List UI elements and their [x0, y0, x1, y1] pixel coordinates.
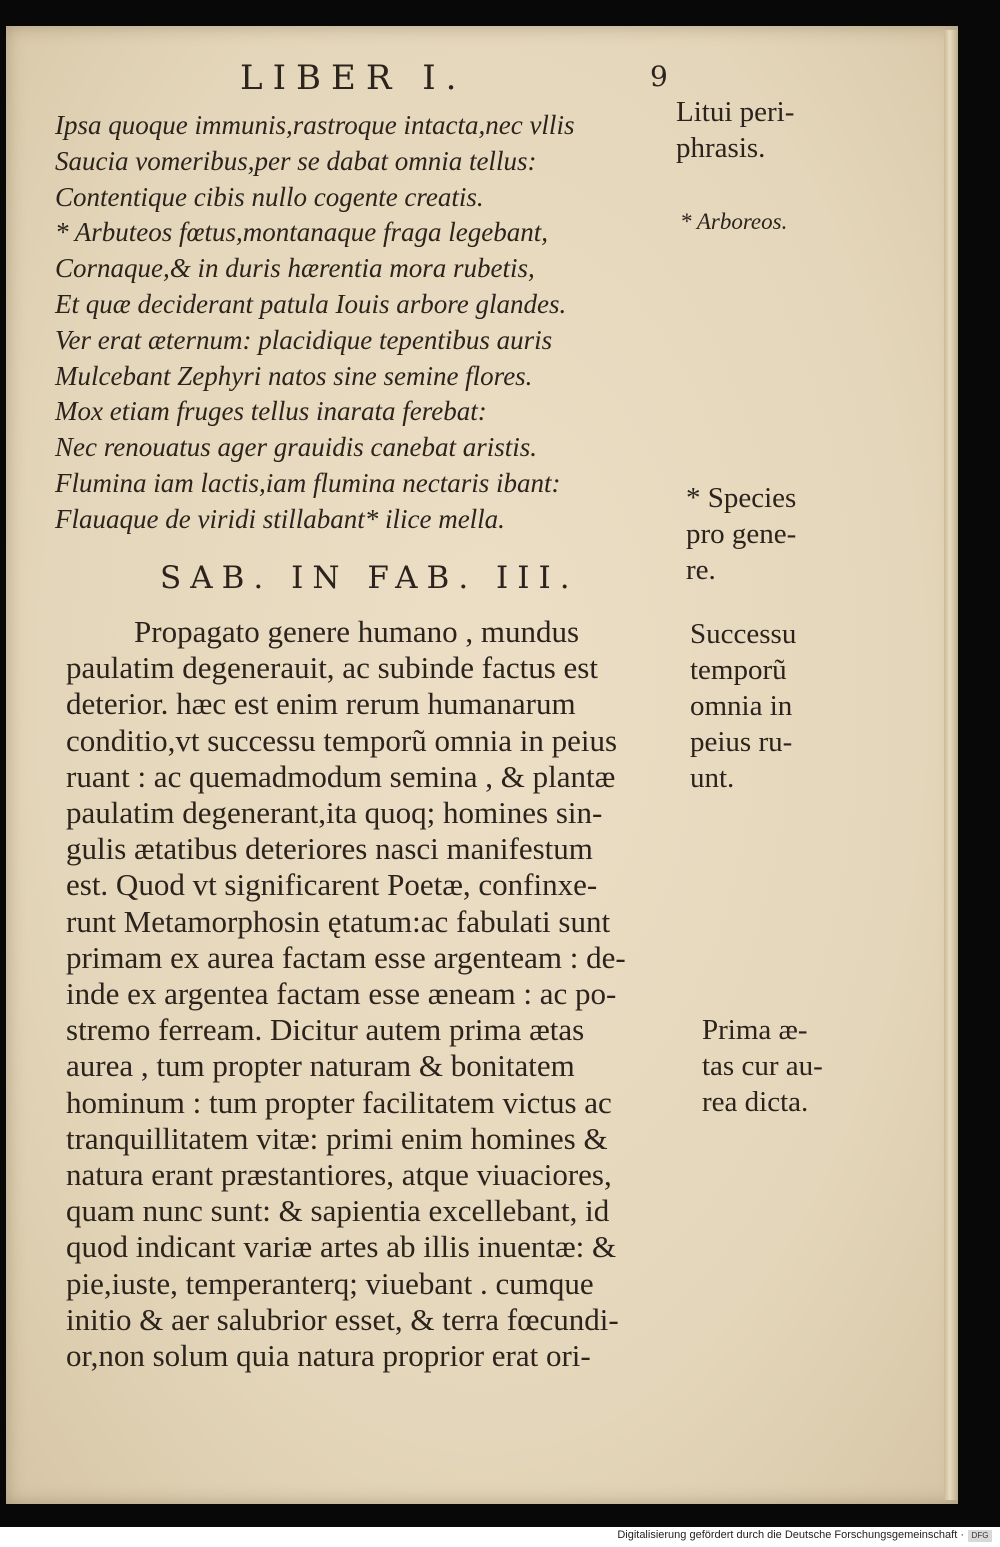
margin-note-line: Successu	[690, 618, 797, 650]
commentary-text	[66, 614, 686, 1374]
body-line: natura erant præstantiores, atque viuaciores,	[66, 1157, 612, 1193]
page-edge	[944, 30, 958, 1500]
body-line: quod indicant variæ artes ab illis inuentæ: &	[66, 1229, 617, 1265]
poem-line: Mox etiam fruges tellus inarata ferebat:	[55, 396, 487, 427]
body-line: or,non solum quia natura proprior erat ori-	[66, 1338, 591, 1374]
margin-note-line: omnia in	[690, 690, 793, 722]
margin-note-line: Litui peri-	[676, 96, 795, 128]
poem-line: Flauaque de viridi stillabant* ilice mella.	[55, 503, 505, 534]
margin-note-arboreos: * Arboreos.	[680, 209, 788, 234]
body-line: aurea , tum propter naturam & bonitatem	[66, 1048, 575, 1084]
poem-line: Cornaque,& in duris hærentia mora rubetis,	[55, 253, 535, 284]
margin-note-prima	[702, 1012, 823, 1120]
body-line: ruant : ac quemadmodum semina , & plantæ	[66, 758, 616, 794]
margin-note-line: temporũ	[690, 654, 787, 686]
margin-note-line: * Species	[686, 482, 797, 514]
margin-note-line: phrasis.	[676, 132, 766, 164]
dfg-logo: DFG	[968, 1530, 992, 1542]
margin-note-line: tas cur au-	[702, 1050, 823, 1082]
body-line: tranquillitatem vitæ: primi enim homines &	[66, 1120, 608, 1156]
poem-line: Mulcebant Zephyri natos sine semine flores.	[55, 360, 533, 391]
body-line: hominum : tum propter facilitatem victus ac	[66, 1084, 612, 1120]
poem-line: Nec renouatus ager grauidis canebat aristis.	[55, 432, 537, 463]
body-line: paulatim degenerant,ita quoq; homines sin-	[66, 795, 603, 831]
margin-note-species	[686, 480, 796, 588]
margin-note-litui	[676, 94, 794, 166]
body-line: primam ex aurea factam esse argenteam : de-	[66, 939, 626, 975]
margin-note-line: unt.	[690, 762, 735, 794]
body-line: paulatim degenerauit, ac subinde factus est	[66, 650, 598, 686]
margin-note-line: re.	[686, 554, 716, 586]
body-line: conditio,vt successu temporũ omnia in peius	[66, 722, 618, 758]
body-line: runt Metamorphosin ętatum:ac fabulati sunt	[66, 903, 611, 939]
poem-line: Et quæ deciderant patula Iouis arbore glandes.	[55, 288, 567, 319]
poem-line: Ver erat æternum: placidique tepentibus auris	[55, 324, 553, 355]
poem-line: Flumina iam lactis,iam flumina nectaris ibant:	[55, 467, 561, 498]
margin-note-line: Prima æ-	[702, 1014, 808, 1046]
body-line: Propagato genere humano , mundus	[134, 614, 580, 649]
margin-note-line: pro gene-	[686, 518, 797, 550]
body-line: gulis ætatibus deteriores nasci manifestum	[66, 831, 593, 867]
body-line: pie,iuste, temperanterq; viuebant . cumque	[66, 1265, 594, 1301]
body-line: stremo ferream. Dicitur autem prima ætas	[66, 1012, 585, 1048]
funding-credit: Digitalisierung gefördert durch die Deutsche Forschungsgemeinschaft ·	[617, 1529, 964, 1541]
poem-block	[55, 108, 665, 538]
section-heading: SAB. IN FAB. III.	[160, 560, 579, 596]
poem-line: Saucia vomeribus,per se dabat omnia tellus:	[55, 145, 537, 176]
body-line: deterior. hæc est enim rerum humanarum	[66, 686, 576, 722]
body-line: initio & aer salubrior esset, & terra fœcundi-	[66, 1301, 619, 1337]
margin-note-line: rea dicta.	[702, 1086, 809, 1118]
body-line: est. Quod vt significarent Poetæ, confinxe-	[66, 867, 598, 903]
body-line: quam nunc sunt: & sapientia excellebant, id	[66, 1193, 610, 1229]
body-line: inde ex argentea factam esse æneam : ac po-	[66, 976, 617, 1012]
page-number: 9	[650, 60, 668, 93]
poem-line: Ipsa quoque immunis,rastroque intacta,nec vllis	[55, 110, 575, 140]
running-header: LIBER I.	[240, 58, 467, 98]
poem-line: * Arbuteos fœtus,montanaque fraga legebant,	[55, 217, 548, 248]
margin-note-line: peius ru-	[690, 726, 793, 758]
poem-line: Contentique cibis nullo cogente creatis.	[55, 181, 484, 212]
margin-note-successu	[690, 616, 796, 796]
